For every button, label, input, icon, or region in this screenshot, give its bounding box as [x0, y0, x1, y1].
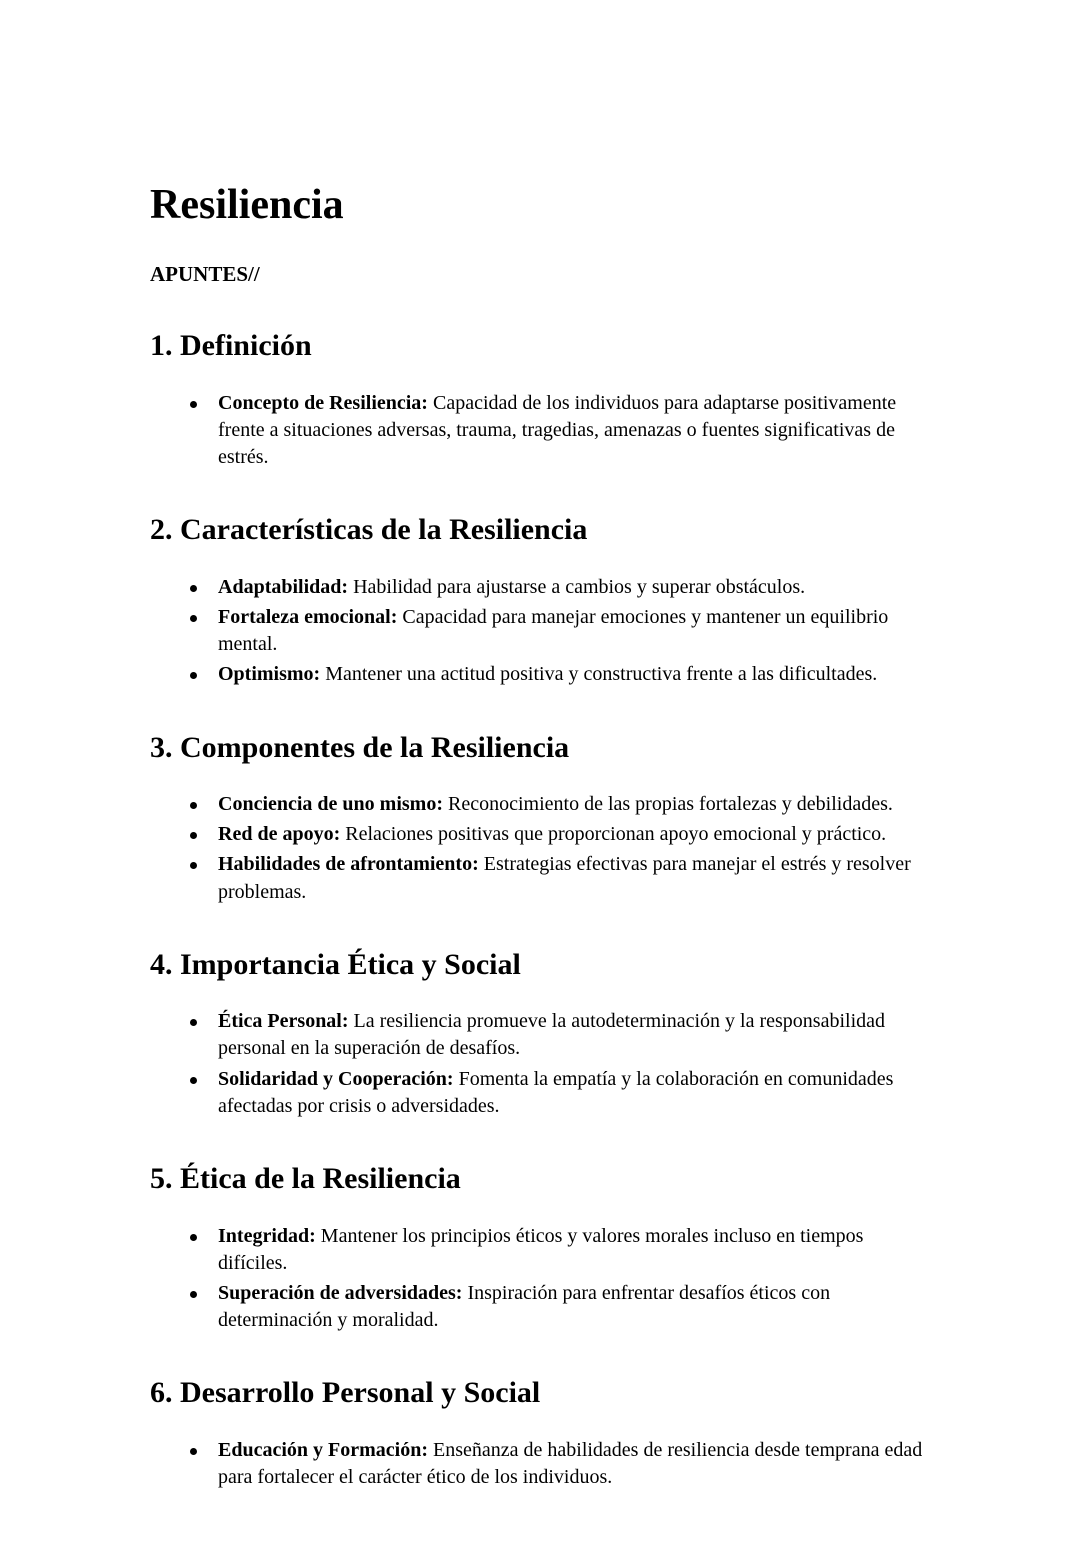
bullet-item [190, 851, 935, 905]
bullet-text: Relaciones positivas que proporcionan apoyo emocional y práctico. [345, 823, 887, 846]
section-heading: 6. Desarrollo Personal y Social [150, 1376, 541, 1410]
bullet-text: Capacidad para manejar emociones y mantener un equilibrio mental. [218, 605, 889, 656]
bullet-term: Optimismo: [218, 663, 321, 686]
bullet-text: Capacidad de los individuos para adaptarse positivamente frente a situaciones adversas, trauma, tragedias, amenazas o fuentes significativas de estrés. [218, 391, 897, 469]
bullet-text: Enseñanza de habilidades de resiliencia desde temprana edad para fortalecer el carácter ético de los individuos. [218, 1438, 923, 1488]
section-desarrollo [150, 1376, 935, 1491]
bullet-text: Mantener una actitud positiva y constructiva frente a las dificultades. [325, 663, 878, 686]
bullet-item [190, 604, 935, 658]
bullet-text: La resiliencia promueve la autodeterminación y la responsabilidad personal en la superación de desafíos. [218, 1010, 885, 1060]
bullet-item [190, 574, 935, 601]
document-subtitle: APUNTES// [150, 262, 260, 287]
bullet-text: Reconocimiento de las propias fortalezas y debilidades. [448, 793, 893, 815]
bullet-text: Fomenta la empatía y la colaboración en comunidades afectadas por crisis o adversidades. [218, 1067, 894, 1117]
bullet-item [190, 1223, 935, 1277]
section-etica [150, 1162, 935, 1334]
section-heading: 3. Componentes de la Resiliencia [150, 730, 570, 764]
section-heading: 2. Características de la Resiliencia [150, 513, 588, 547]
bullet-term: Fortaleza emocional: [218, 605, 398, 628]
bullet-text: Estrategias efectivas para manejar el estrés y resolver problemas. [218, 853, 911, 903]
section-definicion [150, 329, 935, 471]
bullet-term: Integridad: [218, 1224, 316, 1247]
section-heading: 4. Importancia Ética y Social [150, 947, 521, 981]
bullet-term: Concepto de Resiliencia: [218, 391, 428, 414]
bullet-item [190, 791, 935, 818]
bullet-text: Inspiración para enfrentar desafíos éticos con determinación y moralidad. [218, 1281, 831, 1332]
bullet-list [150, 574, 935, 689]
bullet-term: Red de apoyo: [218, 823, 341, 846]
bullet-item [190, 1008, 935, 1062]
section-importancia [150, 948, 935, 1120]
bullet-list [150, 1008, 935, 1120]
bullet-text: Habilidad para ajustarse a cambios y superar obstáculos. [353, 575, 806, 598]
bullet-item [190, 1066, 935, 1120]
bullet-term: Habilidades de afrontamiento: [218, 853, 479, 876]
bullet-list [150, 1437, 935, 1491]
section-heading: 5. Ética de la Resiliencia [150, 1162, 461, 1195]
bullet-item [190, 1437, 935, 1491]
bullet-term: Ética Personal: [218, 1010, 349, 1033]
bullet-item [190, 661, 935, 688]
bullet-list [150, 791, 935, 906]
bullet-item [190, 390, 935, 472]
bullet-term: Adaptabilidad: [218, 575, 349, 598]
bullet-list [150, 1223, 935, 1335]
bullet-term: Solidaridad y Cooperación: [218, 1067, 454, 1090]
bullet-item [190, 821, 935, 848]
bullet-term: Superación de adversidades: [218, 1281, 463, 1304]
bullet-text: Mantener los principios éticos y valores morales incluso en tiempos difíciles. [218, 1224, 864, 1274]
bullet-term: Educación y Formación: [218, 1438, 428, 1461]
section-heading: 1. Definición [150, 329, 312, 363]
bullet-item [190, 1280, 935, 1334]
section-caracteristicas [150, 513, 935, 688]
bullet-term: Conciencia de uno mismo: [218, 793, 443, 815]
bullet-list [150, 390, 935, 472]
section-componentes [150, 731, 935, 906]
document-title: Resiliencia [150, 182, 344, 228]
